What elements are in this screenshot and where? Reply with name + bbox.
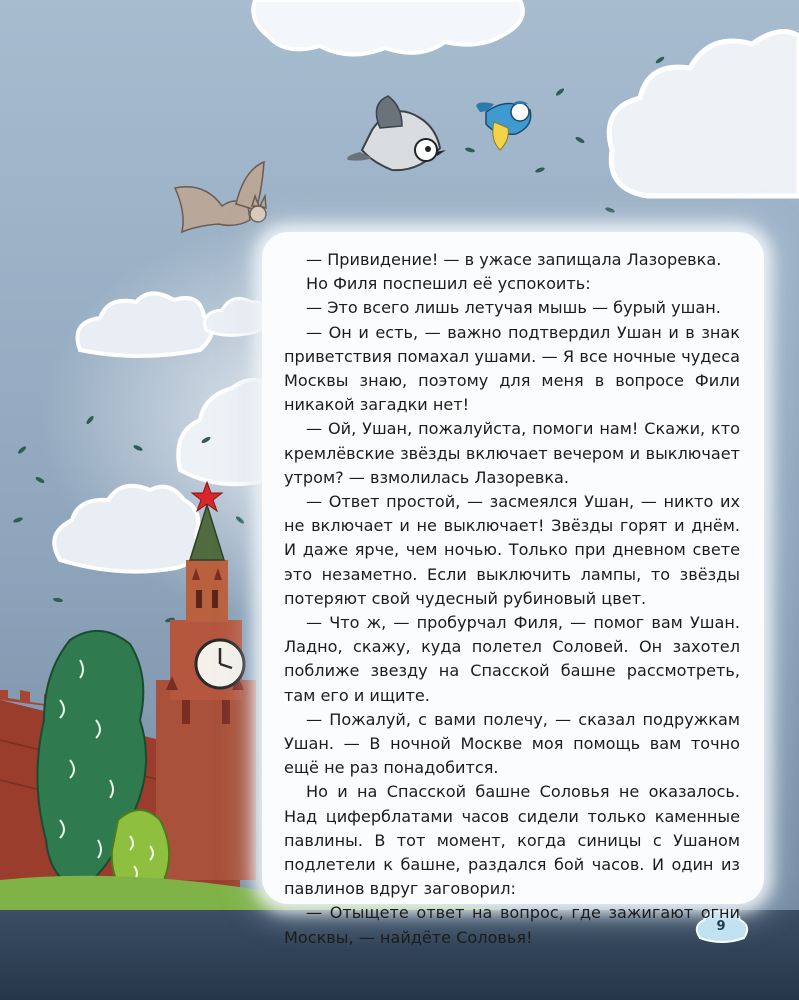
clock-icon — [196, 640, 244, 688]
story-text — [284, 248, 740, 950]
paragraph: — Привидение! — в ужасе запищала Лазоревка. — [306, 250, 722, 269]
paragraph: — Это всего лишь летучая мышь — бурый ушан. — [306, 298, 721, 318]
page-number: 9 — [716, 919, 726, 934]
paragraph: — Отыщете ответ на вопрос, где зажигают огни Москвы, — найдёте Соловья! — [284, 903, 740, 947]
paragraph: Но Филя поспешил её успокоить: — [306, 274, 591, 294]
paragraph: — Пожалуй, с вами полечу, — сказал подружкам Ушан. — В ночной Москве моя помощь вам точно ещё не раз понадобится. — [284, 709, 740, 778]
paragraph: — Ой, Ушан, пожалуйста, помоги нам! Скажи, кто кремлёвские звёзды включает вечером и выключает утром? — взмолилась Лазоревка. — [284, 419, 740, 487]
paragraph: — Ответ простой, — засмеялся Ушан, — никто их не включает и не выключает! Звёзды горят и днём. И даже ярче, чем ночью. Только при дневном свете это незаметно. Если выключить лампы, то звёзды потеряют свой чудесный рубиновый цвет. — [284, 492, 740, 608]
paragraph: — Что ж, — пробурчал Филя, — помог вам Ушан. Ладно, скажу, куда полетел Соловей. Он захотел поближе звезду на Спасской башне рассмотреть, там его и ищите. — [284, 613, 740, 705]
paragraph: Но и на Спасской башне Соловья не оказалось. Над циферблатами часов сидели только каменные павлины. В тот момент, когда синицы с Ушаном подлетели к башне, раздался бой часов. И один из павлинов вдруг заговорил: — [284, 782, 740, 899]
paragraph: — Он и есть, — важно подтвердил Ушан и в знак приветствия помахал ушами. — Я все ночные чудеса Москвы знаю, поэтому для меня в вопросе Фили никакой загадки нет! — [284, 322, 740, 415]
